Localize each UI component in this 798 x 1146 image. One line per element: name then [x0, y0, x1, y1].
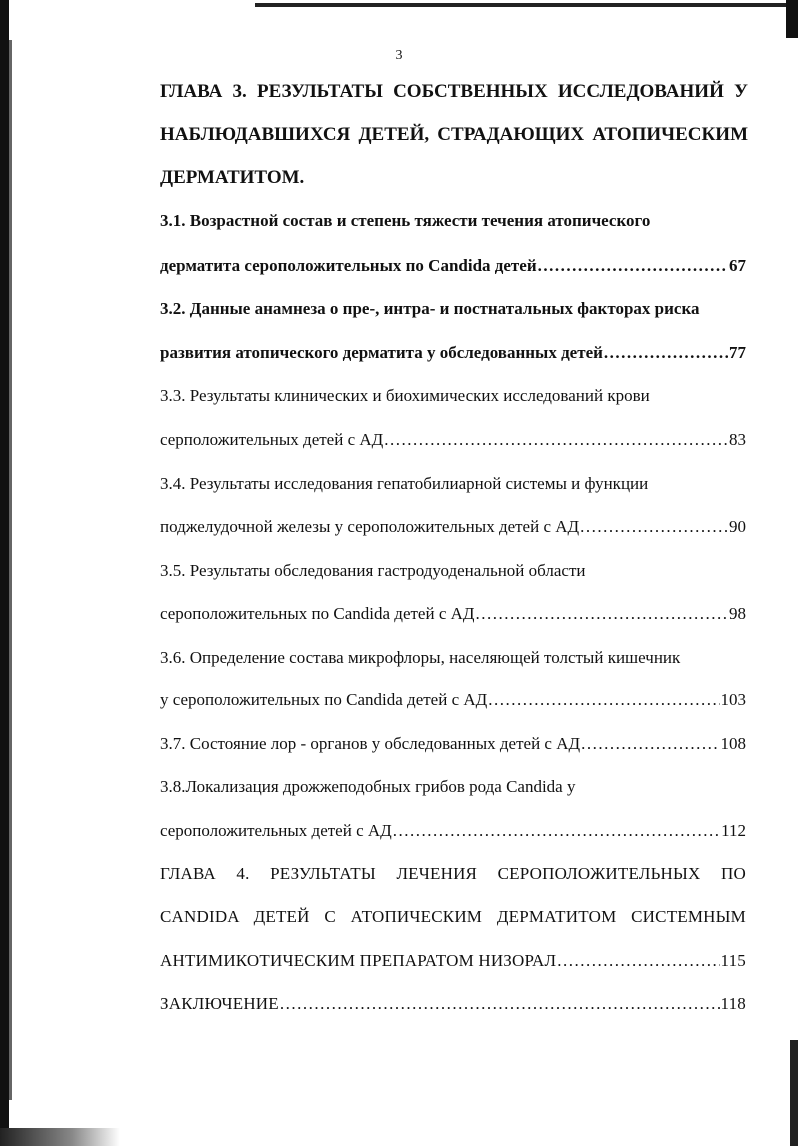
chapter3-heading-line1: ГЛАВА 3. РЕЗУЛЬТАТЫ СОБСТВЕННЫХ ИССЛЕДОВАНИЙ У — [160, 81, 748, 102]
chapter4-heading-line1: ГЛАВА 4. РЕЗУЛЬТАТЫ ЛЕЧЕНИЯ СЕРОПОЛОЖИТЕЛЬНЫХ ПО — [160, 864, 746, 883]
toc-3-6-title-cont: у сероположительных по Candida детей с АД — [160, 690, 488, 709]
scan-border-top — [255, 3, 798, 7]
scan-border-right-bottom — [790, 1040, 798, 1146]
leader-dots — [476, 603, 729, 625]
toc-3-8-title-cont: сероположительных детей с АД — [160, 821, 392, 840]
scan-smudge-bottom — [0, 1128, 120, 1146]
leader-dots — [280, 993, 720, 1015]
leader-dots — [581, 733, 719, 755]
toc-3-8-title: 3.8.Локализация дрожжеподобных грибов рода Candida у — [160, 777, 576, 796]
leader-dots — [604, 342, 728, 364]
toc-3-5-page: 98 — [729, 604, 746, 623]
toc-3-6-title: 3.6. Определение состава микрофлоры, населяющей толстый кишечник — [160, 648, 681, 667]
toc-3-3-entry[interactable] — [160, 429, 746, 451]
toc-3-2-entry[interactable] — [160, 342, 746, 364]
leader-dots — [580, 516, 728, 538]
conclusion-title: ЗАКЛЮЧЕНИЕ — [160, 994, 279, 1013]
leader-dots — [393, 820, 720, 842]
chapter4-page: 115 — [720, 951, 746, 970]
toc-3-5-title: 3.5. Результаты обследования гастродуоденальной области — [160, 561, 586, 580]
chapter4-heading-line3: АНТИМИКОТИЧЕСКИМ ПРЕПАРАТОМ НИЗОРАЛ — [160, 951, 557, 970]
leader-dots — [384, 429, 728, 451]
scan-border-right-top — [786, 0, 798, 38]
toc-3-5-title-cont: сероположительных по Candida детей с АД — [160, 604, 475, 623]
toc-3-4-title-cont: поджелудочной железы у сероположительных детей с АД — [160, 517, 580, 536]
conclusion-entry[interactable] — [160, 993, 746, 1015]
toc-3-8-entry[interactable] — [160, 820, 746, 842]
toc-3-1-title-cont: дерматита сероположительных по Candida детей — [160, 256, 537, 275]
toc-3-6-page: 103 — [720, 690, 746, 709]
chapter4-entry[interactable] — [160, 950, 746, 972]
chapter4-heading-line2: CANDIDA ДЕТЕЙ С АТОПИЧЕСКИМ ДЕРМАТИТОМ СИСТЕМНЫМ — [160, 907, 746, 926]
toc-3-3-title: 3.3. Результаты клинических и биохимических исследований крови — [160, 386, 650, 405]
toc-3-8-page: 112 — [721, 821, 746, 840]
toc-3-1-page: 67 — [729, 256, 746, 275]
leader-dots — [538, 255, 728, 277]
toc-3-4-page: 90 — [729, 517, 746, 536]
toc-3-2-page: 77 — [729, 343, 746, 362]
toc-3-5-entry[interactable] — [160, 603, 746, 625]
conclusion-page: 118 — [720, 994, 746, 1013]
page-number: 3 — [395, 48, 403, 63]
toc-3-7-title: 3.7. Состояние лор - органов у обследованных детей с АД — [160, 734, 581, 753]
toc-3-3-page: 83 — [729, 430, 746, 449]
toc-3-4-title: 3.4. Результаты исследования гепатобилиарной системы и функции — [160, 474, 649, 493]
toc-3-4-entry[interactable] — [160, 516, 746, 538]
toc-3-1-entry[interactable] — [160, 255, 746, 277]
toc-3-2-title-cont: развития атопического дерматита у обследованных детей — [160, 343, 603, 362]
toc-3-6-entry[interactable] — [160, 689, 746, 711]
scan-border-left — [0, 0, 9, 1146]
leader-dots — [557, 950, 719, 972]
toc-3-3-title-cont: серположительных детей с АД — [160, 430, 384, 449]
scan-shadow-left — [9, 40, 12, 1100]
toc-3-7-page: 108 — [720, 734, 746, 753]
toc-3-7-entry[interactable] — [160, 733, 746, 755]
chapter3-heading-line2: НАБЛЮДАВШИХСЯ ДЕТЕЙ, СТРАДАЮЩИХ АТОПИЧЕСКИМ — [160, 124, 748, 145]
chapter3-heading-line3: ДЕРМАТИТОМ. — [160, 167, 305, 188]
leader-dots — [488, 689, 719, 711]
toc-3-2-title: 3.2. Данные анамнеза о пре-, интра- и постнатальных факторах риска — [160, 299, 700, 318]
toc-3-1-title: 3.1. Возрастной состав и степень тяжести течения атопического — [160, 211, 651, 230]
